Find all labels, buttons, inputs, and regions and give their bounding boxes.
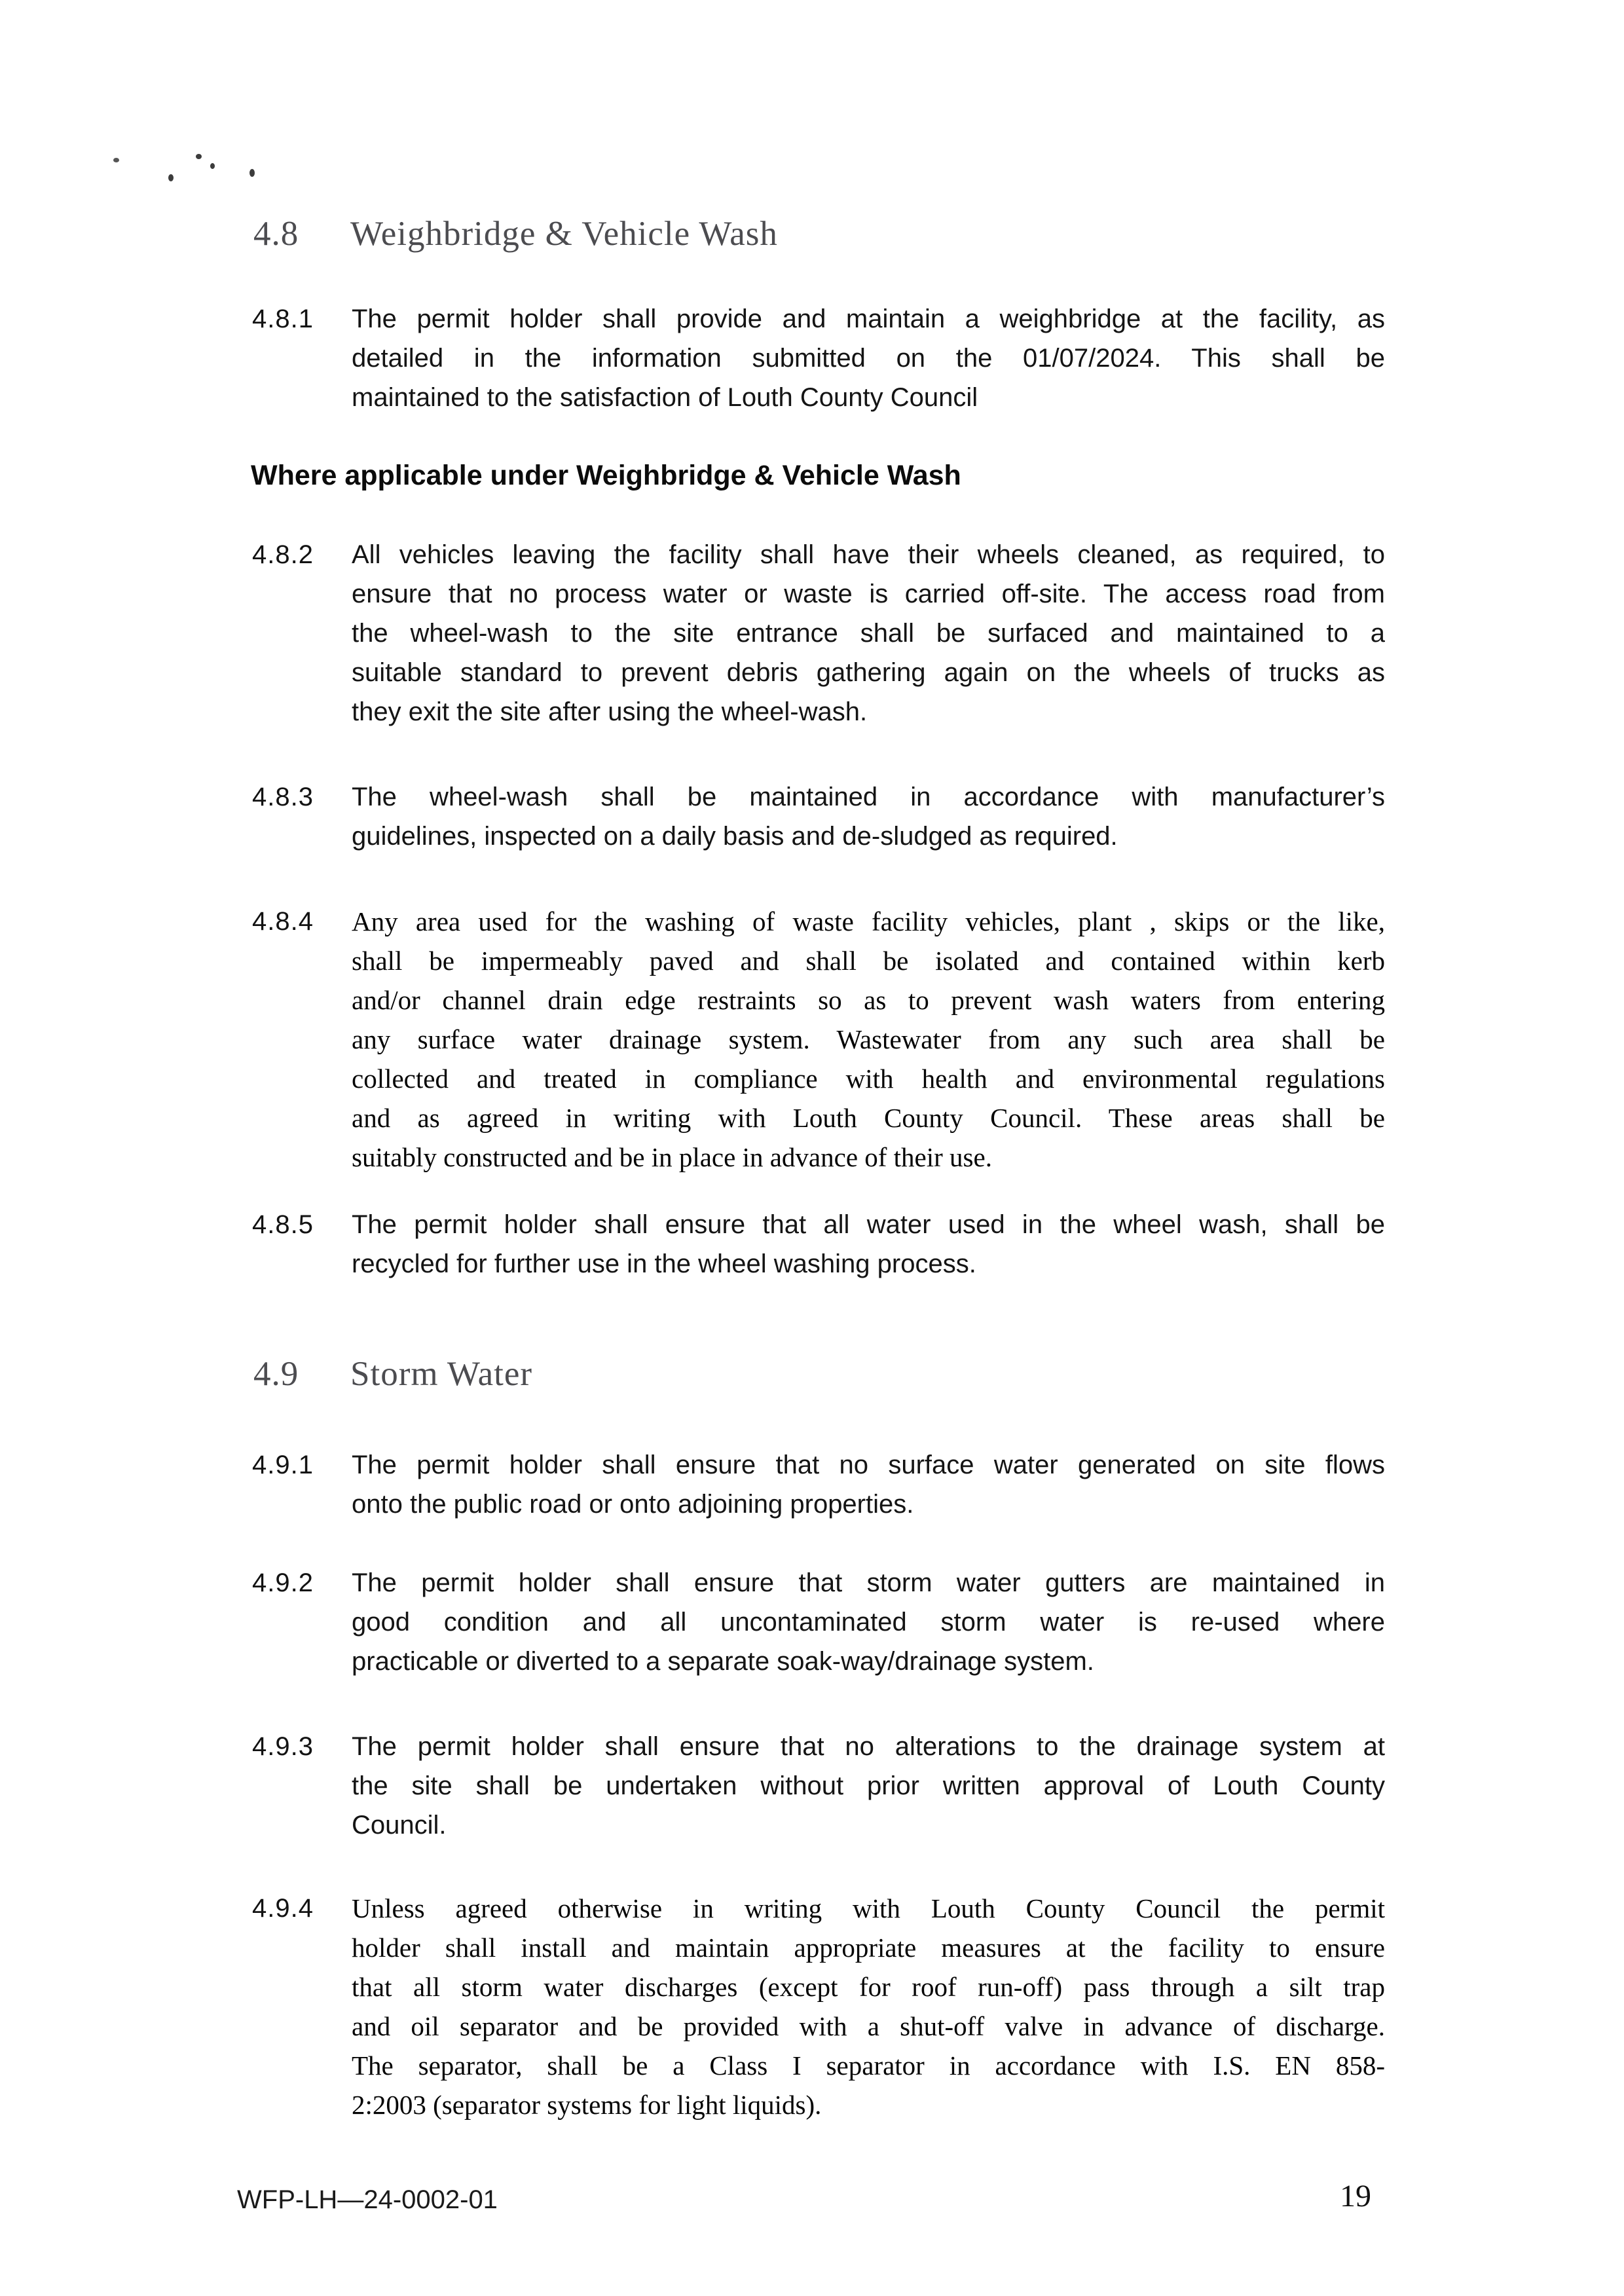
clause-line: good condition and all uncontaminated storm water is re-used where: [352, 1608, 1385, 1637]
clause-line: All vehicles leaving the facility shall have their wheels cleaned, as required, to: [352, 540, 1385, 569]
clause-4-8-3: [252, 777, 1385, 856]
clause-line: shall be impermeably paved and shall be isolated and contained within kerb: [352, 946, 1385, 976]
clause-line: The permit holder shall ensure that no surface water generated on site flows: [352, 1451, 1385, 1479]
clause-line: the site shall be undertaken without prior written approval of Louth County: [352, 1771, 1385, 1800]
clause-line: suitable standard to prevent debris gathering again on the wheels of trucks as: [352, 658, 1385, 687]
clause-text: [352, 1205, 1385, 1284]
clause-4-9-1: [252, 1445, 1385, 1524]
clause-number: 4.8.2: [252, 540, 314, 569]
clause-line: and/or channel drain edge restraints so as to prevent wash waters from entering: [352, 985, 1385, 1015]
clause-line: Council.: [352, 1811, 447, 1840]
section-heading-storm-water: [253, 1353, 532, 1395]
section-number: 4.8: [253, 215, 299, 253]
footer-reference: WFP-LH—24-0002-01: [237, 2185, 498, 2214]
clause-line: The permit holder shall ensure that all water used in the wheel wash, shall be: [352, 1210, 1385, 1239]
section-title: Storm Water: [350, 1355, 533, 1393]
clause-text: [352, 1889, 1385, 2124]
clause-line: 2:2003 (separator systems for light liquids).: [352, 2090, 822, 2120]
clause-line: guidelines, inspected on a daily basis and de-sludged as required.: [352, 822, 1118, 851]
scan-speck: [249, 169, 255, 177]
clause-text: [352, 299, 1385, 417]
clause-number: 4.8.4: [252, 907, 314, 936]
clause-line: and oil separator and be provided with a shut-off valve in advance of discharge.: [352, 2011, 1385, 2041]
scan-speck: [210, 163, 215, 169]
clause-line: collected and treated in compliance with health and environmental regulations: [352, 1064, 1385, 1094]
section-title: Weighbridge & Vehicle Wash: [350, 215, 778, 253]
clause-line: The permit holder shall ensure that storm water gutters are maintained in: [352, 1568, 1385, 1597]
clause-4-8-2: [252, 535, 1385, 731]
scan-speck: [196, 154, 202, 159]
clause-line: The wheel-wash shall be maintained in accordance with manufacturer’s: [352, 783, 1385, 811]
clause-line: The permit holder shall ensure that no alterations to the drainage system at: [352, 1732, 1385, 1761]
clause-line: holder shall install and maintain appropriate measures at the facility to ensure: [352, 1933, 1385, 1963]
clause-text: [352, 777, 1385, 856]
clause-text: [352, 1563, 1385, 1681]
clause-4-8-5: [252, 1205, 1385, 1284]
clause-text: [352, 1445, 1385, 1524]
section-number: 4.9: [253, 1355, 299, 1393]
clause-line: maintained to the satisfaction of Louth County Council: [352, 383, 978, 412]
clause-line: suitably constructed and be in place in advance of their use.: [352, 1142, 992, 1172]
clause-4-9-3: [252, 1727, 1385, 1845]
scan-speck: [113, 158, 119, 162]
clause-4-9-2: [252, 1563, 1385, 1681]
clause-line: onto the public road or onto adjoining properties.: [352, 1490, 914, 1519]
clause-number: 4.9.4: [252, 1894, 314, 1923]
scan-speck: [168, 174, 174, 181]
clause-line: any surface water drainage system. Wastewater from any such area shall be: [352, 1024, 1385, 1054]
clause-number: 4.9.1: [252, 1451, 314, 1479]
clause-number: 4.8.3: [252, 783, 314, 811]
clause-4-8-4: [252, 902, 1385, 1177]
clause-line: The separator, shall be a Class I separator in accordance with I.S. EN 858-: [352, 2050, 1385, 2081]
clause-line: Any area used for the washing of waste facility vehicles, plant , skips or the like,: [352, 906, 1385, 936]
section-heading-weighbridge: [253, 213, 778, 255]
clause-line: detailed in the information submitted on the 01/07/2024. This shall be: [352, 344, 1385, 373]
clause-line: Unless agreed otherwise in writing with Louth County Council the permit: [352, 1893, 1385, 1923]
clause-line: practicable or diverted to a separate soak-way/drainage system.: [352, 1647, 1094, 1676]
clause-line: The permit holder shall provide and maintain a weighbridge at the facility, as: [352, 305, 1385, 333]
clause-text: [352, 535, 1385, 731]
clause-line: recycled for further use in the wheel washing process.: [352, 1250, 976, 1278]
clause-line: that all storm water discharges (except for roof run-off) pass through a silt trap: [352, 1972, 1385, 2002]
clause-number: 4.9.3: [252, 1732, 314, 1761]
clause-4-9-4: [252, 1889, 1385, 2124]
clause-line: they exit the site after using the wheel-wash.: [352, 697, 868, 726]
clause-text: [352, 1727, 1385, 1845]
clause-text: [352, 902, 1385, 1177]
page-number: 19: [1340, 2179, 1371, 2213]
clause-number: 4.8.5: [252, 1210, 314, 1239]
clause-number: 4.9.2: [252, 1568, 314, 1597]
clause-4-8-1: [252, 299, 1385, 417]
applicability-note: Where applicable under Weighbridge & Vehicle Wash: [251, 460, 961, 491]
clause-line: the wheel-wash to the site entrance shall be surfaced and maintained to a: [352, 619, 1385, 648]
clause-line: and as agreed in writing with Louth County Council. These areas shall be: [352, 1103, 1385, 1133]
clause-line: ensure that no process water or waste is carried off-site. The access road from: [352, 580, 1385, 608]
clause-number: 4.8.1: [252, 305, 314, 333]
